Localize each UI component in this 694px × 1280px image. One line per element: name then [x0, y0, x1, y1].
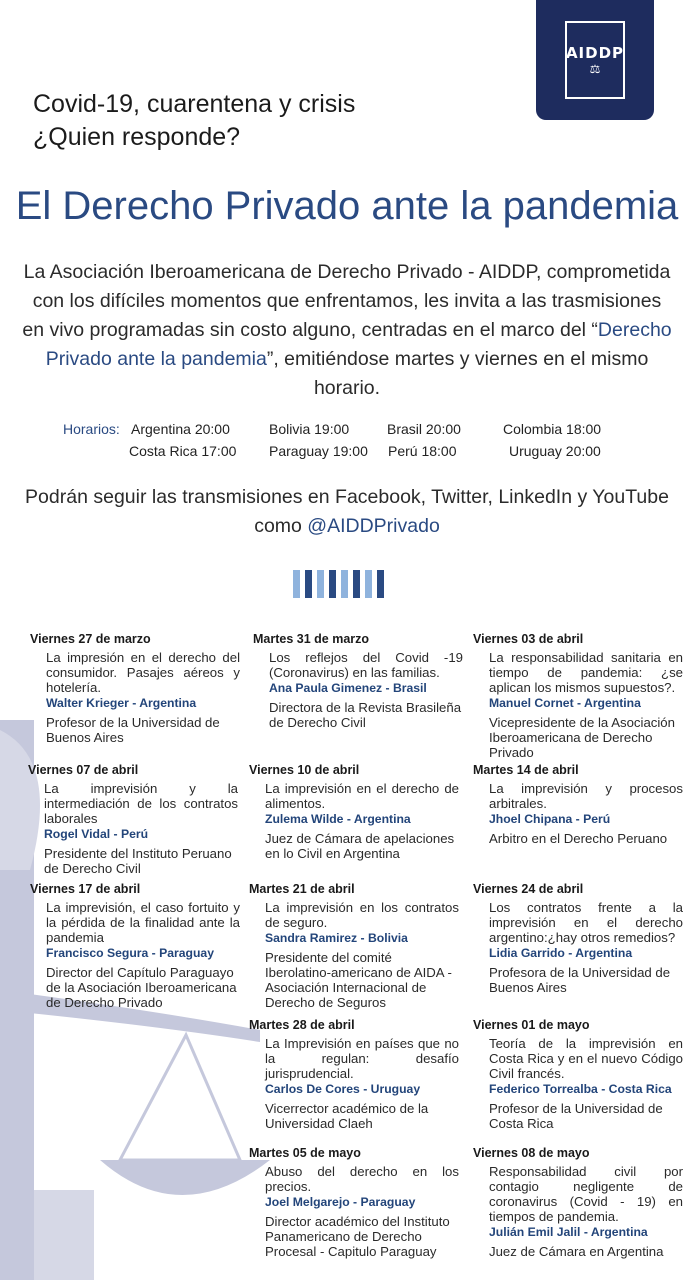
scale-pan	[100, 1160, 270, 1195]
event-date: Viernes 08 de mayo	[473, 1146, 590, 1160]
event-speaker-role: Presidente del Instituto Peruano de Derecho Civil	[44, 846, 232, 876]
event-card	[249, 1018, 459, 1131]
decorative-bar	[365, 570, 372, 598]
event-topic: Abuso del derecho en los precios.	[265, 1164, 459, 1194]
time-uruguay: Uruguay 20:00	[509, 443, 601, 459]
intro-paragraph	[20, 258, 674, 403]
schedule-times	[0, 418, 694, 464]
decorative-bars	[293, 570, 384, 598]
logo-text: AIDDP	[565, 44, 625, 62]
event-speaker: Ana Paula Gimenez - Brasil	[269, 681, 427, 695]
event-speaker-role: Profesor de la Universidad de Costa Rica	[489, 1101, 663, 1131]
event-speaker: Manuel Cornet - Argentina	[489, 696, 641, 710]
event-speaker-role: Profesor de la Universidad de Buenos Aires	[46, 715, 220, 745]
event-speaker: Lidia Garrido - Argentina	[489, 946, 633, 960]
event-date: Viernes 24 de abril	[473, 882, 584, 896]
event-card	[249, 882, 459, 1010]
event-speaker: Joel Melgarejo - Paraguay	[265, 1195, 416, 1209]
subtitle-line-2: ¿Quien responde?	[33, 123, 241, 151]
event-date: Martes 05 de mayo	[249, 1146, 361, 1160]
event-date: Viernes 17 de abril	[30, 882, 141, 896]
event-speaker: Federico Torrealba - Costa Rica	[489, 1082, 672, 1096]
time-peru: Perú 18:00	[388, 443, 457, 459]
decorative-bar	[305, 570, 312, 598]
event-date: Viernes 27 de marzo	[30, 632, 151, 646]
event-card	[473, 1146, 683, 1259]
event-topic: La imprevisión en el derecho de alimentos.	[265, 781, 459, 811]
time-bolivia: Bolivia 19:00	[269, 421, 350, 437]
event-speaker-role: Profesora de la Universidad de Buenos Aires	[489, 965, 671, 995]
event-speaker-role: Juez de Cámara de apelaciones en lo Civil en Argentina	[265, 831, 455, 861]
event-date: Martes 14 de abril	[473, 763, 579, 777]
event-topic: Los reflejos del Covid -19 (Coronavirus) en las familias.	[269, 650, 463, 680]
event-card	[249, 1146, 459, 1259]
event-card	[30, 882, 240, 1010]
event-subtitle	[33, 88, 513, 154]
event-card	[253, 632, 463, 730]
event-speaker-role: Vicerrector académico de la Universidad Claeh	[265, 1101, 429, 1131]
event-speaker: Julián Emil Jalil - Argentina	[489, 1225, 648, 1239]
time-paraguay: Paraguay 19:00	[269, 443, 368, 459]
event-topic: Responsabilidad civil por contagio negligente de coronavirus (Covid - 19) en tiempos de pandemia.	[489, 1164, 683, 1224]
event-topic: La impresión en el derecho del consumidor. Pasajes aéreos y hotelería.	[46, 650, 240, 695]
event-topic: La imprevisión en los contratos de seguro.	[265, 900, 459, 930]
intro-text-after: ”, emitiéndose martes y viernes en el mismo horario.	[266, 348, 649, 399]
time-argentina: Argentina 20:00	[131, 421, 230, 437]
event-date: Viernes 07 de abril	[28, 763, 139, 777]
intro-text-before: La Asociación Iberoamericana de Derecho Privado - AIDDP, comprometida con los difíciles momentos que enfrentamos, les invita a las trasmisiones en vivo programadas sin costo alguno, centradas en el marco del “	[22, 261, 671, 341]
event-date: Martes 28 de abril	[249, 1018, 355, 1032]
scale-icon: ⚖	[589, 62, 601, 76]
event-topic: La imprevisión, el caso fortuito y la pérdida de la finalidad ante la pandemia	[46, 900, 240, 945]
event-speaker-role: Director del Capítulo Paraguayo de la Asociación Iberoamericana de Derecho Privado	[46, 965, 237, 1010]
event-card	[28, 763, 238, 876]
aiddp-logo	[536, 0, 654, 120]
event-topic: La responsabilidad sanitaria en tiempo de pandemia: ¿se aplican los mismos supuestos?.	[489, 650, 683, 695]
event-speaker-role: Directora de la Revista Brasileña de Derecho Civil	[269, 700, 462, 730]
page-title: El Derecho Privado ante la pandemia	[15, 184, 679, 228]
time-costa-rica: Costa Rica 17:00	[129, 443, 237, 459]
event-topic: Los contratos frente a la imprevisión en el derecho argentino:¿hay otros remedios?	[489, 900, 683, 945]
follow-text: Podrán seguir las transmisiones en Facebook, Twitter, LinkedIn y YouTube como	[25, 486, 669, 537]
decorative-bar	[293, 570, 300, 598]
event-speaker: Jhoel Chipana - Perú	[489, 812, 611, 826]
decorative-bar	[329, 570, 336, 598]
event-card	[473, 1018, 683, 1131]
decorative-bar	[377, 570, 384, 598]
event-card	[249, 763, 459, 861]
event-topic: La imprevisión y procesos arbitrales.	[489, 781, 683, 811]
event-date: Martes 31 de marzo	[253, 632, 370, 646]
event-speaker: Carlos De Cores - Uruguay	[265, 1082, 421, 1096]
event-speaker-role: Juez de Cámara en Argentina	[489, 1244, 664, 1259]
event-speaker: Rogel Vidal - Perú	[44, 827, 149, 841]
event-topic: Teoría de la imprevisión en Costa Rica y en el nuevo Código Civil francés.	[489, 1036, 683, 1081]
event-topic: La Imprevisión en países que no la regulan: desafío jurisprudencial.	[265, 1036, 459, 1081]
event-card	[473, 763, 683, 846]
event-speaker: Francisco Segura - Paraguay	[46, 946, 214, 960]
event-date: Viernes 10 de abril	[249, 763, 360, 777]
time-brasil: Brasil 20:00	[387, 421, 461, 437]
logo-frame	[565, 21, 625, 99]
event-speaker-role: Arbitro en el Derecho Peruano	[489, 831, 668, 846]
schedule-label: Horarios:	[63, 421, 120, 437]
intro-highlight: Derecho Privado ante la pandemia	[45, 319, 672, 370]
event-speaker-role: Presidente del comité Iberolatino-americano de AIDA - Asociación Internacional de Derecho de Seguros	[265, 950, 452, 1010]
decorative-bar	[341, 570, 348, 598]
decorative-bar	[317, 570, 324, 598]
event-speaker: Walter Krieger - Argentina	[46, 696, 197, 710]
event-date: Martes 21 de abril	[249, 882, 355, 896]
event-speaker: Zulema Wilde - Argentina	[265, 812, 411, 826]
event-speaker-role: Director académico del Instituto Panamericano de Derecho Procesal - Capitulo Paraguay	[265, 1214, 450, 1259]
event-card	[30, 632, 240, 745]
event-speaker-role: Vicepresidente de la Asociación Iberoamericana de Derecho Privado	[489, 715, 675, 760]
decorative-bar	[353, 570, 360, 598]
event-card	[473, 632, 683, 760]
event-date: Viernes 03 de abril	[473, 632, 584, 646]
event-card	[473, 882, 683, 995]
event-speaker: Sandra Ramirez - Bolivia	[265, 931, 408, 945]
event-topic: La imprevisión y la intermediación de los contratos laborales	[44, 781, 238, 826]
subtitle-line-1: Covid-19, cuarentena y crisis	[33, 90, 356, 118]
time-colombia: Colombia 18:00	[503, 421, 602, 437]
social-handle: @AIDDPrivado	[307, 515, 440, 537]
follow-paragraph	[20, 483, 674, 541]
event-date: Viernes 01 de mayo	[473, 1018, 590, 1032]
